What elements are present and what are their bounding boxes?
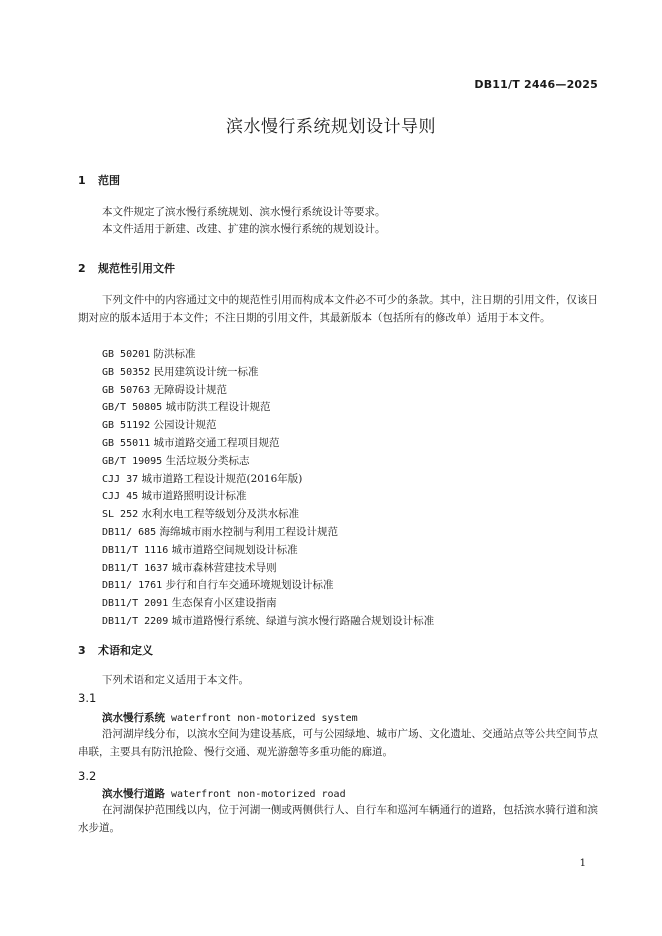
reference-code: GB 55011 [102, 437, 151, 449]
reference-name: 城市森林营建技术导则 [171, 561, 277, 574]
reference-code: GB 51192 [102, 420, 151, 432]
term-heading [102, 710, 358, 725]
reference-name: 防洪标准 [153, 348, 196, 360]
reference-code: CJJ 37 [102, 473, 139, 485]
term-number: 3.1 [78, 691, 97, 705]
reference-item [102, 417, 434, 435]
reference-name: 步行和自行车交通环境规划设计标准 [165, 579, 334, 592]
term-english: waterfront non-motorized road [171, 789, 346, 800]
term-chinese: 滨水慢行系统 [102, 712, 165, 724]
term-number: 3.2 [78, 769, 97, 783]
reference-code: GB/T 19095 [102, 455, 163, 467]
scope-paragraph-1: 本文件规定了滨水慢行系统规划、滨水慢行系统设计等要求。 [102, 206, 386, 218]
term-definition: 沿河湖岸线分布，以滨水空间为建设基底，可与公园绿地、城市广场、文化遗址、交通站点等公共空间节点串联，主要具有防汛抢险、慢行交通、观光游憩等多重功能的廊道。 [78, 728, 598, 758]
reference-item [102, 382, 434, 400]
reference-item [102, 364, 434, 382]
section-number: 1 [78, 174, 86, 187]
reference-item [102, 613, 434, 631]
reference-code: CJJ 45 [102, 491, 139, 503]
reference-name: 城市道路工程设计规范(2016年版) [141, 472, 303, 485]
section-number: 3 [78, 644, 86, 657]
section-title: 规范性引用文件 [98, 262, 175, 275]
reference-item [102, 346, 434, 364]
reference-code: GB 50763 [102, 384, 151, 396]
reference-item [102, 453, 434, 471]
document-title: 滨水慢行系统规划设计导则 [226, 117, 436, 137]
reference-name: 城市道路慢行系统、绿道与滨水慢行路融合规划设计标准 [171, 614, 435, 627]
reference-item [102, 488, 434, 506]
reference-code: DB11/T 1637 [102, 562, 169, 574]
references-intro: 下列文件中的内容通过文中的规范性引用而构成本文件必不可少的条款。其中，注日期的引用文件，仅该日期对应的版本适用于本文件；不注日期的引用文件，其最新版本（包括所有的修改单）适用于本文件。 [78, 294, 598, 324]
reference-code: GB 50201 [102, 349, 151, 360]
reference-name: 生活垃圾分类标志 [165, 454, 250, 467]
section-title: 范围 [98, 174, 120, 187]
reference-name: 城市道路空间规划设计标准 [171, 543, 298, 556]
reference-code: DB11/ 1761 [102, 580, 163, 592]
term-heading [102, 786, 346, 801]
reference-code: GB/T 50805 [102, 402, 163, 414]
reference-list [102, 346, 434, 631]
reference-code: SL 252 [102, 509, 139, 521]
document-code: DB11/T 2446—2025 [474, 78, 598, 91]
term-definition: 在河湖保护范围线以内，位于河湖一侧或两侧供行人、自行车和巡河车辆通行的道路，包括滨水骑行道和滨水步道。 [78, 804, 598, 834]
reference-item [102, 542, 434, 560]
term-chinese: 滨水慢行道路 [102, 788, 165, 800]
reference-name: 城市道路交通工程项目规范 [153, 436, 280, 449]
reference-item [102, 524, 434, 542]
reference-code: DB11/T 2091 [102, 598, 169, 610]
term-english: waterfront non-motorized system [171, 713, 358, 724]
section-heading-terms [78, 642, 153, 658]
reference-item [102, 471, 434, 489]
reference-item [102, 399, 434, 417]
reference-item [102, 560, 434, 578]
terms-intro: 下列术语和定义适用于本文件。 [102, 674, 249, 686]
reference-name: 海绵城市雨水控制与利用工程设计规范 [159, 525, 339, 538]
reference-item [102, 435, 434, 453]
reference-item [102, 506, 434, 524]
scope-paragraph-2: 本文件适用于新建、改建、扩建的滨水慢行系统的规划设计。 [102, 223, 386, 235]
reference-name: 城市道路照明设计标准 [141, 490, 247, 503]
page-number: 1 [579, 858, 586, 869]
reference-code: DB11/ 685 [102, 526, 157, 538]
reference-code: GB 50352 [102, 366, 151, 378]
reference-item [102, 577, 434, 595]
reference-name: 水利水电工程等级划分及洪水标准 [141, 508, 299, 521]
section-title: 术语和定义 [98, 644, 153, 657]
reference-name: 无障碍设计规范 [153, 383, 228, 396]
reference-code: DB11/T 1116 [102, 544, 169, 556]
reference-name: 城市防洪工程设计规范 [165, 401, 271, 414]
section-heading-references [78, 260, 175, 276]
section-heading-scope [78, 172, 120, 188]
reference-name: 公园设计规范 [153, 419, 217, 432]
reference-code: DB11/T 2209 [102, 615, 169, 627]
section-number: 2 [78, 262, 86, 275]
reference-name: 生态保育小区建设指南 [171, 597, 277, 610]
reference-item [102, 595, 434, 613]
reference-name: 民用建筑设计统一标准 [153, 365, 259, 378]
